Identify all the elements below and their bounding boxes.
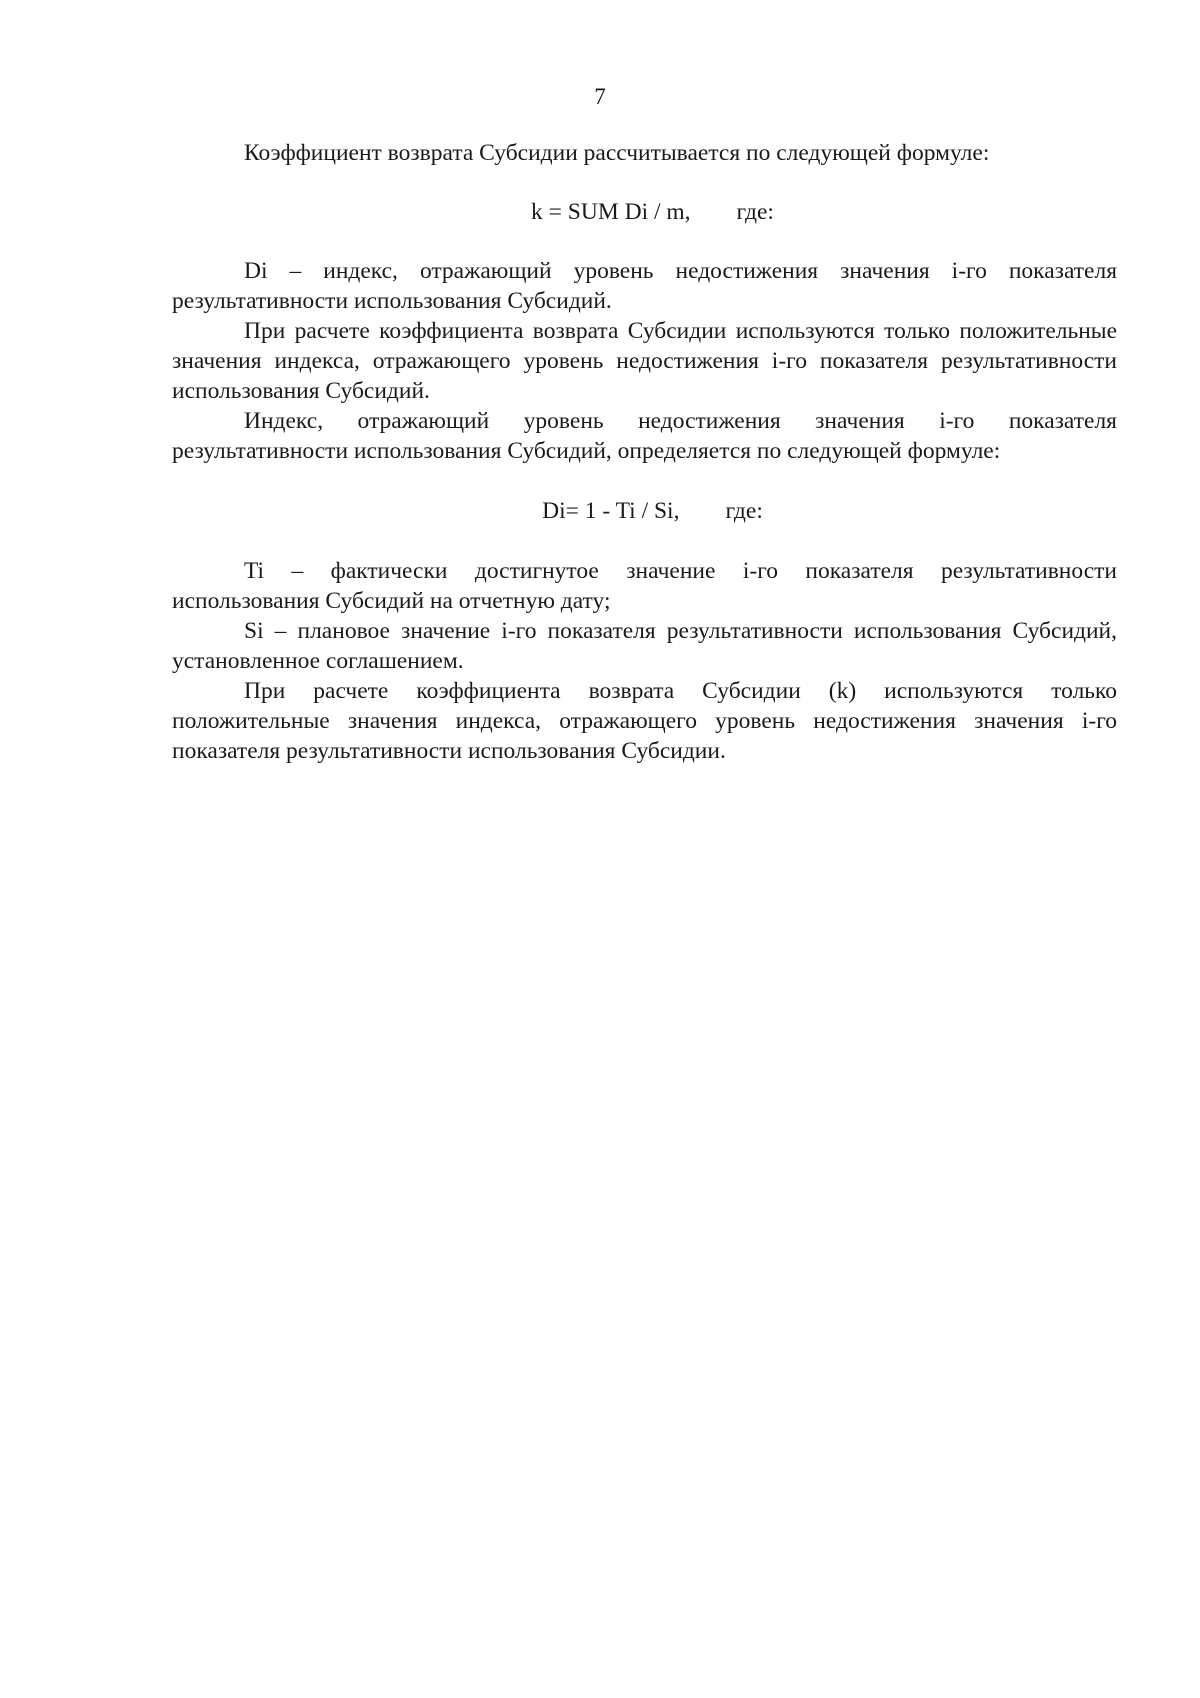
- paragraph-di-definition: Di – индекс, отражающий уровень недостижения значения i-го показателя результативности использования Субсидий.: [172, 258, 1117, 314]
- formula-k-expression: k = SUM Di / m,: [531, 199, 691, 225]
- intro-text: Коэффициент возврата Субсидии рассчитывается по следующей формуле:: [244, 140, 990, 166]
- formula-k: [172, 197, 1117, 227]
- paragraph-positive-values: При расчете коэффициента возврата Субсидии используются только положительные значения индекса, отражающего уровень недостижения i-го показателя результативности использования Субсидий.: [172, 318, 1117, 404]
- formula-di-where: где:: [725, 498, 763, 524]
- formula-di: [172, 496, 1117, 526]
- document-body: [172, 138, 1117, 766]
- paragraph-si-definition: Si – плановое значение i-го показателя результативности использования Субсидий, установленное соглашением.: [172, 618, 1117, 674]
- page-number: 7: [594, 84, 606, 109]
- paragraph-ti-definition: Ti – фактически достигнутое значение i-го показателя результативности использования Субсидий на отчетную дату;: [172, 558, 1117, 614]
- formula-k-where: где:: [736, 199, 774, 225]
- paragraph-index-formula-intro: Индекс, отражающий уровень недостижения значения i-го показателя результативности использования Субсидий, определяется по следующей формуле:: [172, 408, 1117, 464]
- formula-di-expression: Di= 1 - Ti / Si,: [542, 498, 680, 524]
- paragraph-k-positive-values: При расчете коэффициента возврата Субсидии (k) используются только положительные значения индекса, отражающего уровень недостижения значения i-го показателя результативности использования Субсидии.: [172, 678, 1117, 764]
